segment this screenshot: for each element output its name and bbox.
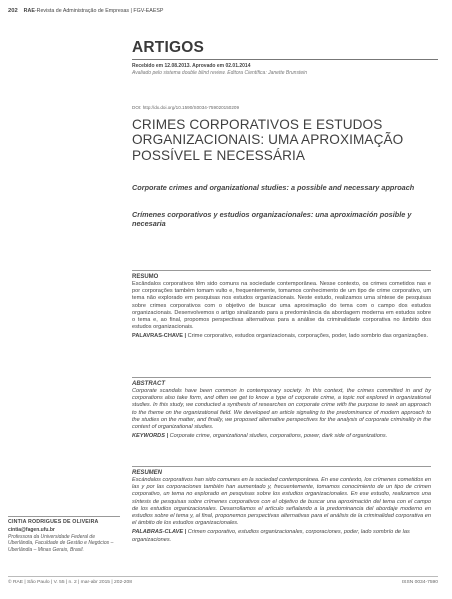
resumen-block	[132, 466, 431, 544]
journal-prefix: RAE	[23, 8, 35, 14]
keywords-label: KEYWORDS |	[132, 433, 169, 440]
abstract-heading: ABSTRACT	[132, 377, 431, 388]
footer-citation: © RAE | São Paulo | V. 55 | n. 2 | mar-abr 2015 | 202-208	[8, 580, 132, 585]
keywords-text: Crime corporativo, estudos organizacionais, corporações, poder, lado sombrio das organizações.	[186, 333, 428, 340]
title-spanish: Crímenes corporativos y estudios organizacionales: una aproximación posible y necesaria	[132, 210, 412, 229]
author-info	[8, 516, 120, 553]
article-title-line: ORGANIZACIONAIS: UMA APROXIMAÇÃO	[132, 132, 404, 148]
journal-name	[24, 8, 164, 14]
keywords-text: Crimen corporativo, estudios organizacionales, corporaciones, poder, lado sombrío de las organizaciones.	[132, 529, 410, 543]
section-header	[132, 40, 438, 76]
received-dates: Recebido em 12.08.2013. Aprovado em 02.01.2014	[132, 63, 251, 69]
resumo-heading: RESUMO	[132, 270, 431, 281]
keywords-label: PALAVRAS-CHAVE |	[132, 333, 187, 340]
section-title: ARTIGOS	[132, 40, 438, 60]
footer-issn: ISSN 0034-7590	[401, 580, 438, 585]
review-info: Avaliado pelo sistema double blind review. Editora Científica: Janette Brunstein	[132, 69, 308, 76]
title-english: Corporate crimes and organizational studies: a possible and necessary approach	[132, 183, 415, 192]
doi-link[interactable]: DOI: http://dx.doi.org/10.1590/S0034-759020150209	[132, 105, 240, 110]
article-title-line: POSSÍVEL E NECESSÁRIA	[132, 147, 306, 163]
abstract-keywords	[132, 433, 431, 440]
resumen-keywords	[132, 529, 431, 543]
running-header	[8, 6, 444, 16]
author-name: CINTIA RODRIGUES DE OLIVEIRA	[8, 516, 120, 526]
resumen-heading: RESUMEN	[132, 466, 431, 477]
article-title-line: CRIMES CORPORATIVOS E ESTUDOS	[132, 117, 383, 132]
author-affiliation: Professora da Universidade Federal de Uberlândia, Faculdade de Gestão e Negócios – Uberlândia – Minas Gerais, Brasil.	[8, 533, 114, 553]
keywords-label: PALABRAS-CLAVE |	[132, 529, 187, 536]
article-title	[132, 117, 432, 163]
page-footer	[8, 576, 438, 585]
author-email[interactable]: cintia@fagen.ufu.br	[8, 527, 55, 533]
resumo-keywords	[132, 333, 431, 340]
resumo-block	[132, 270, 431, 341]
resumo-text: Escândalos corporativos têm sido comuns na sociedade contemporânea. Nesse contexto, os crimes cometidos nas e por corporações também tomam vulto e, frequentemente, tomamos conhecimento de um tipo de crime corporativo, um tema não explorado em pesquisas nos estudos organizacionais. Neste estudo, realizamos uma síntese de pesquisas sobre crimes corporativos com o objetivo de buscar uma aproximação do tema com o campo dos estudos organizacionais. Desenvolvemos o artigo sinalizando para a predominância da abordagem moderna em estudos sobre o tema e, ao final, propomos perspectivas alternativas para a análise da criminalidade corporativa no âmbito dos estudos organizacionais.	[132, 281, 431, 331]
abstract-block	[132, 377, 431, 440]
journal-rest: -Revista de Administração de Empresas | FGV-EAESP	[34, 8, 164, 14]
page-number: 202	[8, 8, 18, 14]
keywords-text: Corporate crime, organizational studies, corporations, power, dark side of organizations.	[168, 433, 388, 440]
abstract-text: Corporate scandals have been common in contemporary society. In this context, the crimes committed in and by corporations also take form, and often we get to know a type of corporate crime, a topic not explored in organizational studies. In this study, we conducted a synthesis of researches on corporate crime with the purpose to seek an approach to the theme on the organizational field. We developed an article signaling to the predominance of modern approach to the studies on the matter, and finally, we proposed alternative perspectives for the analysis of corporate criminality in the context of organizational studies.	[132, 388, 431, 431]
resumen-text: Escándalos corporativos han sido comunes en la sociedad contemporánea. En ese contexto, los crímenes cometidos en las y por las corporaciones también han aumentado y, frecuentemente, tomamos conocimiento de un tipo de crimen corporativo, un tema no explorado en pesquisas sobre los estudios organizacionales. En ese estudio, realizamos una síntesis de pesquisas sobre crímenes corporativos con el objetivo de buscar una aproximación del tema con el campo de los estudios organizacionales. Desarrollamos el artículo señalando a la predominancia del abordaje moderno en estudios sobre el tema y, al final, proponemos perspectivas alternativas para el análisis de la criminalidad corporativa en el ámbito de los estudios organizacionales.	[132, 477, 431, 527]
